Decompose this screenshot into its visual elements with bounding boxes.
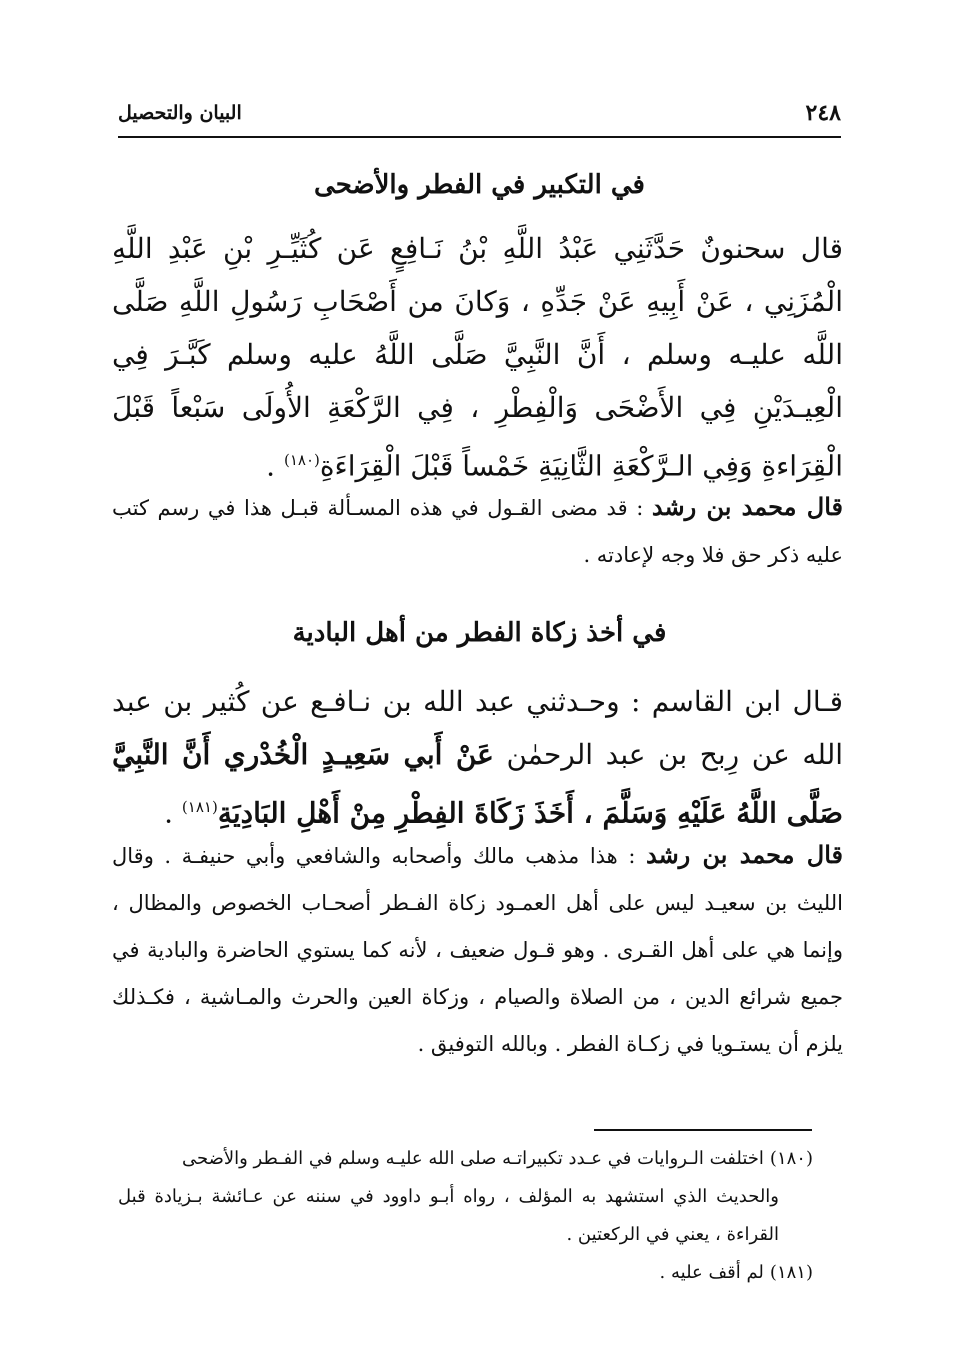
page-number: ٢٤٨ [805,100,841,126]
section2-hadith [112,675,843,839]
section2-commentary [112,831,843,1068]
footnote-number: (١٨٠) [769,1148,813,1169]
section1-commentary-speaker: قال محمد بن رشد [651,492,843,521]
footnote-ref-180[interactable]: (١٨٠) [283,451,320,469]
section1-title: في التكبير في الفطر والأضحى [314,170,645,200]
footnote-text: لم أقف عليه . [659,1262,764,1283]
footnote-text: اختلفت الـروايات في عـدد تكبيراتـه صلى الله عليـه وسلم في الفـطر والأضحى [181,1148,764,1169]
section1-hadith [112,222,843,492]
section1-hadith-end: . [266,449,284,483]
section2-hadith-end: . [164,796,182,830]
footnote-180-continued: والحديث الذي استشهد به المؤلف ، رواه أبـو داوود في سننه عن عـائشة بـزيادة قبل القراءة ، يعني في الركعتين . [118,1186,779,1245]
section1-commentary-text: : قد مضى القـول في هذه المسـألة قبـل هذا في رسم كتب عليه ذكر حق فلا وجه لإعادته . [112,496,843,567]
running-title: البيان والتحصيل [118,102,242,124]
section2-hadith-intro: قـال ابن القاسم : وحـدثني عبد الله بن نـافـع عن كُثير بن عبد الله عن رِبح بن عبد الرحمٰن [112,685,844,771]
section2-commentary-speaker: قال محمد بن رشد [645,840,843,869]
footnote-ref-181[interactable]: (١٨١) [181,798,218,816]
section2-hadith-bold: عَنْ أَبي سَعِيـدٍ الْخُدْري أَنَّ النَّبِيَّ صَلَّى اللَّهُ عَلَيْهِ وَسَلَّمَ ، أَخَذَ زَكَاةَ الفِطْرِ مِنْ أَهْلِ البَادِيَةِ [112,738,843,830]
section1-hadith-text: قال سحنونٌ حَدَّثَنِي عَبْدُ اللَّهِ بْنُ نَـافِعٍ عَن كُثَيِّـرِ بْنِ عَبْدِ اللَّهِ الْمُزَنِي ، عَنْ أَبِيهِ عَنْ جَدِّهِ ، وَكانَ من أَصْحَابِ رَسُولِ اللَّهِ صَلَّى اللَّه عليـه وسلم ، أَنَّ النَّبِيَّ صَلَّى اللَّهُ عليه وسلم كَبَّـرَ فِي الْعِيـدَيْنِ فِي الأَضْحَى وَالْفِطْرِ ، فِي الرَّكْعَةِ الأُولَى سَبْعاً قَبْلَ الْقِرَاءةِ وَفِي الـرَّكْعَةِ الثَّانِيَةِ خَمْساً قَبْلَ الْقِرَاءَةِ [112,232,843,483]
page-header [118,96,841,138]
footnote-180 [118,1140,813,1178]
section2-title: في أخذ زكاة الفطر من أهل البادية [292,618,667,648]
section2-commentary-text: : هذا مذهب مالك وأصحابه والشافعي وأبي حنيفـة . وقال الليث بن سعيـد ليس على أهل العمـود زكاة الفـطر أصحـاب الخصوص والمظال ، وإنما هي على أهل القـرى . وهو قـول ضعيف ، لأنه كما يستوي الحاضرة والبادية في جميع شرائع الدين ، من الصلاة والصيام ، وزكاة العين والحرث والمـاشية ، فكـذلك يلزم أن يستـويا في زكـاة الفطر . وبالله التوفيق . [112,844,843,1056]
footnote-divider [594,1129,812,1131]
footnotes [118,1140,813,1292]
footnote-number: (١٨١) [769,1262,813,1283]
section1-commentary [112,483,843,579]
footnote-181 [118,1254,813,1292]
